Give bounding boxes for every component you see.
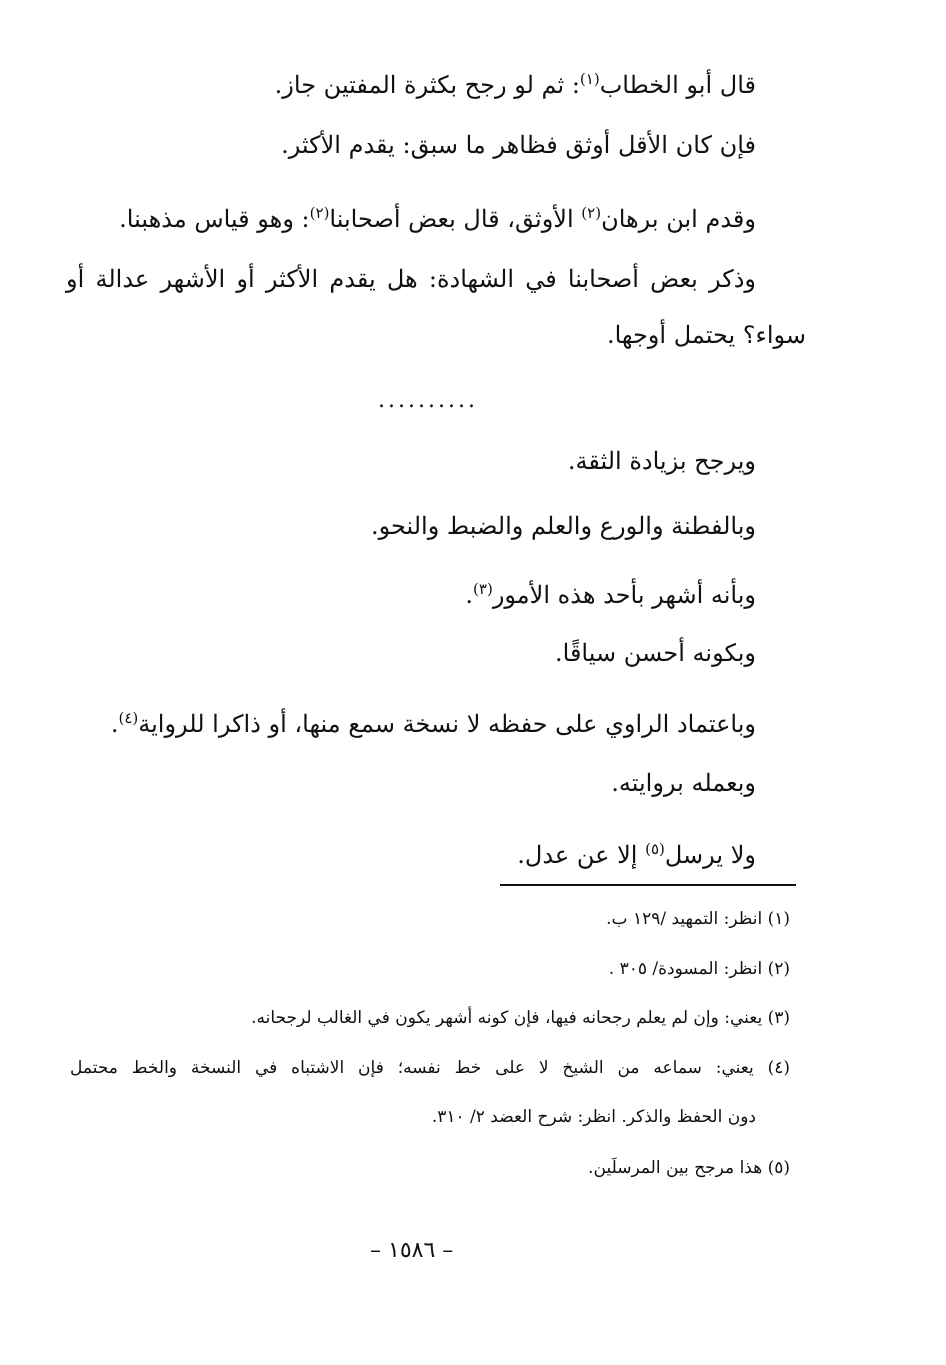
text-line-9 [555,636,756,670]
text-segment: وباعتماد الراوي على حفظه لا نسخة سمع منها، أو ذاكرا للرواية [138,710,756,738]
text-segment: : ثم لو رجح بكثرة المفتين جاز. [274,71,580,99]
text-segment: وبأنه أشهر بأحد هذه الأمور [492,581,756,609]
text-segment: ولا يرسل [664,841,756,869]
text-segment: . [110,710,119,738]
section-separator-dots: .......... [378,388,478,413]
text-line-4 [66,262,756,296]
text-line-3 [119,196,756,236]
text-line-2 [281,128,756,162]
text-segment: الأوثق، قال بعض أصحابنا [329,205,582,233]
text-line-8 [465,572,756,612]
footnote-divider [500,884,796,886]
text-line-11 [611,766,756,800]
footnote-4-continuation: دون الحفظ والذكر. انظر: شرح العضد ٢/ ٣١٠. [431,1107,756,1127]
footnote-4: (٤) يعني: سماعه من الشيخ لا على خط نفسه؛ فإن الاشتباه في النسخة والخط محتمل [70,1058,790,1078]
footnote-marker: (٣) [473,580,493,598]
text-line-5 [607,318,806,352]
text-segment: وقدم ابن برهان [601,205,756,233]
text-segment: إلا عن عدل. [517,841,646,869]
text-segment: قال أبو الخطاب [599,71,756,99]
text-line-10 [111,701,756,741]
footnote-3: (٣) يعني: وإن لم يعلم رجحانه فيها، فإن كونه أشهر يكون في الغالب لرجحانه. [251,1008,790,1028]
text-segment: وبعمله بروايته. [611,769,756,797]
text-segment: : وهو قياس مذهبنا. [119,205,310,233]
text-line-7 [371,509,756,543]
footnote-1: (١) انظر: التمهيد /١٢٩ ب. [606,909,790,929]
text-line-1 [275,62,756,102]
page-number: – ١٥٨٦ – [370,1238,454,1263]
text-segment: . [465,581,474,609]
text-segment: وبالفطنة والورع والعلم والضبط والنحو. [370,512,756,540]
footnote-marker: (٢) [581,204,602,222]
text-segment: وبكونه أحسن سياقًا. [555,639,756,667]
text-segment: فإن كان الأقل أوثق فظاهر ما سبق: يقدم الأكثر. [281,131,756,159]
footnote-marker: (٤) [118,709,139,727]
text-segment: سواء؟ يحتمل أوجها. [606,321,806,349]
footnote-marker: (١) [579,70,600,88]
text-line-12 [517,832,756,872]
footnote-5: (٥) هذا مرجح بين المرسلَين. [588,1158,790,1178]
text-line-6 [568,444,756,478]
text-segment: وذكر بعض أصحابنا في الشهادة: هل يقدم الأكثر أو الأشهر عدالة أو [66,265,756,293]
footnote-2: (٢) انظر: المسودة/ ٣٠٥ . [608,959,790,979]
footnote-marker: (٥) [645,840,665,858]
footnote-marker: (٢) [309,204,330,222]
text-segment: ويرجح بزيادة الثقة. [567,447,756,475]
